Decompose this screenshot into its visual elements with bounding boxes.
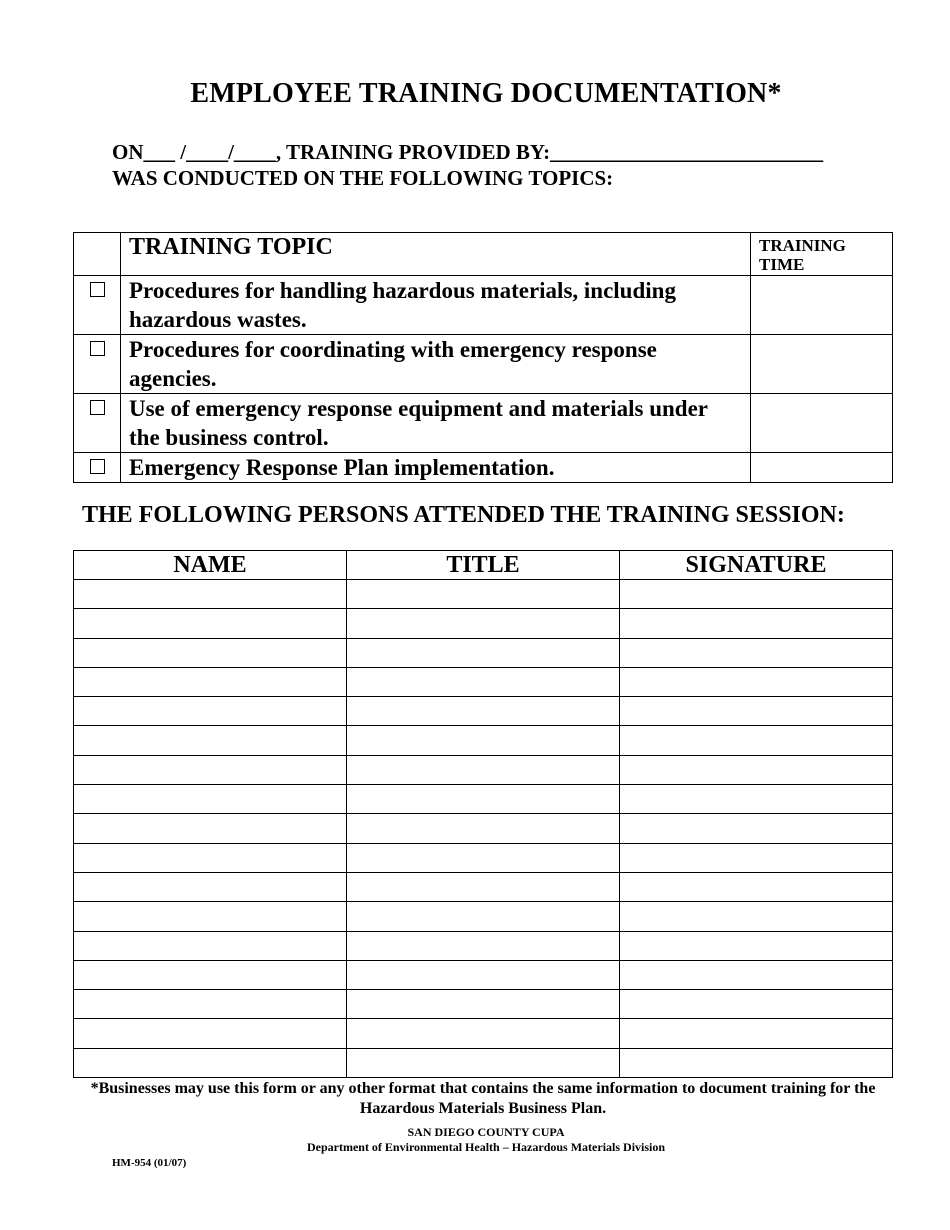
title-cell[interactable] [347,667,620,696]
signature-cell[interactable] [620,697,893,726]
signature-cell[interactable] [620,960,893,989]
attendance-table [73,550,893,1078]
name-cell[interactable] [74,726,347,755]
name-cell[interactable] [74,1048,347,1077]
title-cell[interactable] [347,990,620,1019]
checkbox-icon[interactable] [90,341,105,356]
training-date-provider-line: ON___ /____/____, TRAINING PROVIDED BY:__________________________ [112,140,824,164]
attendee-row [74,609,893,638]
name-cell[interactable] [74,697,347,726]
attendee-row [74,726,893,755]
attendee-row [74,667,893,696]
title-cell[interactable] [347,755,620,784]
agency-name: SAN DIEGO COUNTY CUPA [407,1125,565,1139]
topic-checkbox-cell[interactable] [74,394,121,453]
name-cell[interactable] [74,960,347,989]
name-cell[interactable] [74,755,347,784]
attendee-row [74,785,893,814]
attendee-row [74,697,893,726]
attendance-header-row [74,551,893,580]
training-time-cell[interactable] [751,276,893,335]
topics-header-row [74,233,893,276]
name-cell[interactable] [74,785,347,814]
name-column-header: NAME [74,551,347,580]
attendee-row [74,843,893,872]
signature-cell[interactable] [620,872,893,901]
name-cell[interactable] [74,814,347,843]
signature-cell[interactable] [620,726,893,755]
training-time-cell[interactable] [751,394,893,453]
topic-checkbox-cell[interactable] [74,453,121,483]
signature-cell[interactable] [620,990,893,1019]
signature-cell[interactable] [620,609,893,638]
checkbox-icon[interactable] [90,282,105,297]
topic-row [74,394,893,453]
attendee-row [74,990,893,1019]
name-cell[interactable] [74,931,347,960]
name-cell[interactable] [74,1019,347,1048]
signature-cell[interactable] [620,843,893,872]
topic-row [74,276,893,335]
title-cell[interactable] [347,931,620,960]
footnote: *Businesses may use this form or any other format that contains the same information to document training for the Hazardous Materials Business Plan. [90,1080,876,1117]
attendee-row [74,872,893,901]
attendee-row [74,638,893,667]
signature-column-header: SIGNATURE [620,551,893,580]
name-cell[interactable] [74,580,347,609]
signature-cell[interactable] [620,755,893,784]
title-cell[interactable] [347,902,620,931]
title-cell[interactable] [347,609,620,638]
name-cell[interactable] [74,902,347,931]
attendee-row [74,814,893,843]
topic-text: Procedures for handling hazardous materials, including hazardous wastes. [121,276,751,335]
title-cell[interactable] [347,726,620,755]
title-cell[interactable] [347,1048,620,1077]
checkbox-icon[interactable] [90,400,105,415]
topic-text: Use of emergency response equipment and materials under the business control. [121,394,751,453]
attendee-row [74,931,893,960]
topic-row [74,335,893,394]
title-cell[interactable] [347,872,620,901]
name-cell[interactable] [74,990,347,1019]
training-topics-table [73,232,893,483]
signature-cell[interactable] [620,580,893,609]
attendee-row [74,960,893,989]
checkbox-column-header [74,233,121,276]
signature-cell[interactable] [620,667,893,696]
name-cell[interactable] [74,843,347,872]
attendance-rows [74,580,893,1078]
page-title: EMPLOYEE TRAINING DOCUMENTATION* [190,78,782,109]
agency-block [73,1125,899,1155]
title-cell[interactable] [347,814,620,843]
title-cell[interactable] [347,843,620,872]
signature-cell[interactable] [620,1019,893,1048]
title-cell[interactable] [347,638,620,667]
form-number: HM-954 (01/07) [112,1157,187,1169]
name-cell[interactable] [74,609,347,638]
title-cell[interactable] [347,1019,620,1048]
training-time-cell[interactable] [751,453,893,483]
topic-checkbox-cell[interactable] [74,335,121,394]
attendee-row [74,1019,893,1048]
attendee-row [74,1048,893,1077]
title-column-header: TITLE [347,551,620,580]
checkbox-icon[interactable] [90,459,105,474]
title-cell[interactable] [347,580,620,609]
name-cell[interactable] [74,872,347,901]
training-topic-header: TRAINING TOPIC [121,233,751,276]
signature-cell[interactable] [620,814,893,843]
title-cell[interactable] [347,697,620,726]
attendee-row [74,902,893,931]
name-cell[interactable] [74,667,347,696]
topic-row [74,453,893,483]
topic-checkbox-cell[interactable] [74,276,121,335]
title-cell[interactable] [347,785,620,814]
attendance-heading: THE FOLLOWING PERSONS ATTENDED THE TRAINING SESSION: [82,502,845,528]
topic-text: Emergency Response Plan implementation. [121,453,751,483]
topics-intro-line: WAS CONDUCTED ON THE FOLLOWING TOPICS: [112,166,614,190]
signature-cell[interactable] [620,902,893,931]
attendee-row [74,580,893,609]
name-cell[interactable] [74,638,347,667]
signature-cell[interactable] [620,785,893,814]
training-time-cell[interactable] [751,335,893,394]
title-cell[interactable] [347,960,620,989]
signature-cell[interactable] [620,638,893,667]
attendee-row [74,755,893,784]
department-name: Department of Environmental Health – Hazardous Materials Division [306,1140,666,1154]
training-time-header: TRAINING TIME [751,233,893,276]
topic-text: Procedures for coordinating with emergency response agencies. [121,335,751,394]
signature-cell[interactable] [620,1048,893,1077]
signature-cell[interactable] [620,931,893,960]
